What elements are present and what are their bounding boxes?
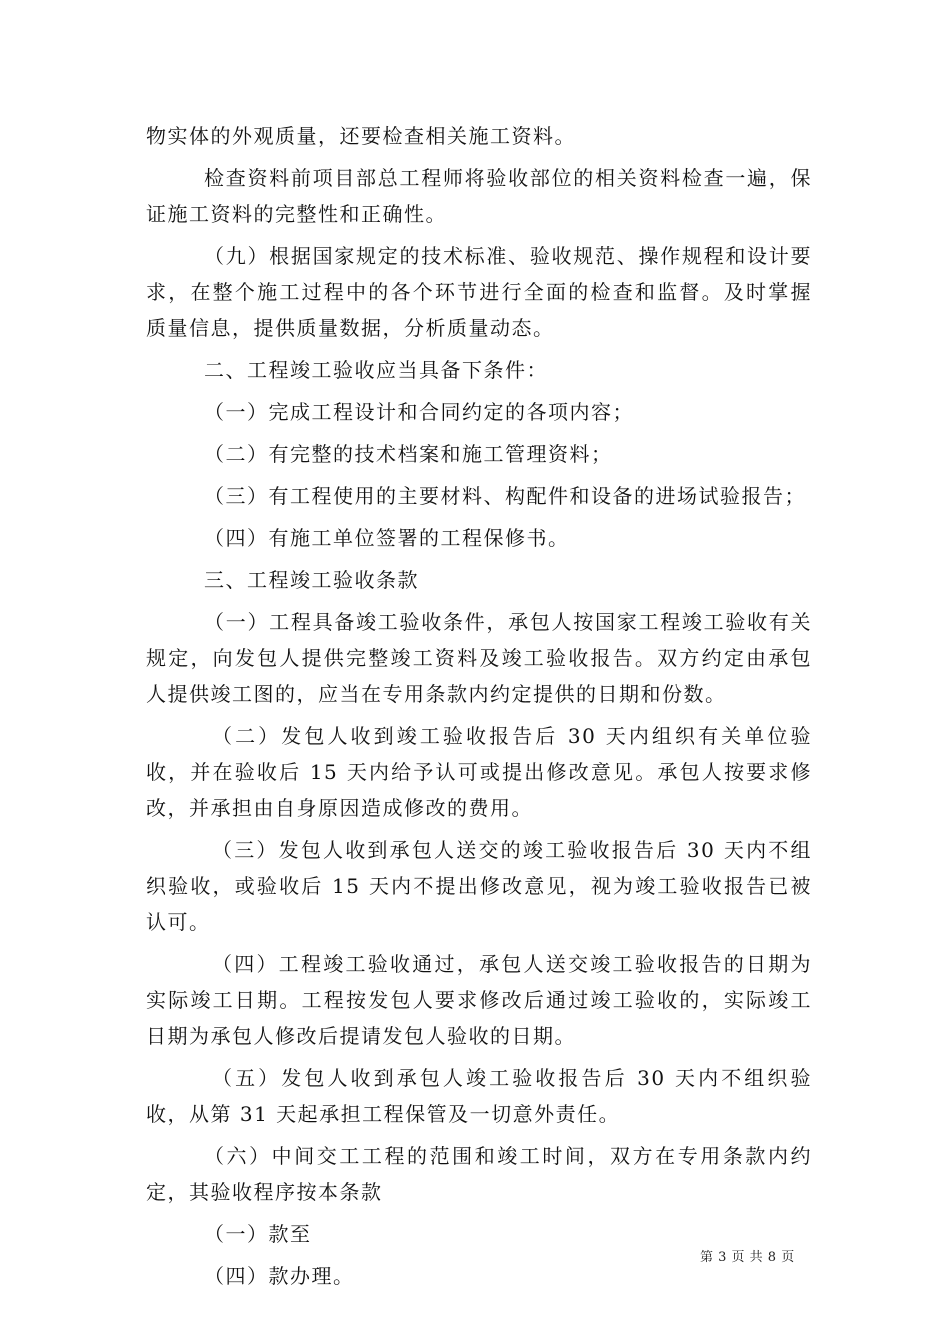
clause-item-6-continuation-b: （四）款办理。 (204, 1264, 355, 1288)
clause-item-6-continuation-a: （一）款至 (204, 1222, 312, 1246)
paragraph-inspection-quality: 物实体的外观质量，还要检查相关施工资料。 (146, 124, 576, 148)
condition-item-3: （三）有工程使用的主要材料、构配件和设备的进场试验报告； (204, 484, 806, 508)
clause-item-4: （四）工程竣工验收通过，承包人送交竣工验收报告的日期为实际竣工日期。工程按发包人要求修改后通过竣工验收的，实际竣工日期为承包人修改后提请发包人验收的日期。 (146, 952, 812, 1048)
condition-item-2: （二）有完整的技术档案和施工管理资料； (204, 442, 613, 466)
paragraph-item-nine: （九）根据国家规定的技术标准、验收规范、操作规程和设计要求，在整个施工过程中的各个环节进行全面的检查和监督。及时掌握质量信息，提供质量数据，分析质量动态。 (146, 244, 812, 340)
clause-item-6: （六）中间交工工程的范围和竣工时间，双方在专用条款内约定，其验收程序按本条款 (146, 1144, 812, 1204)
section-heading-acceptance-conditions: 二、工程竣工验收应当具备下条件： (204, 358, 548, 382)
clause-item-3: （三）发包人收到承包人送交的竣工验收报告后 30 天内不组织验收，或验收后 15 天内不提出修改意见，视为竣工验收报告已被认可。 (146, 838, 812, 934)
page-number-footer: 第 3 页 共 8 页 (700, 1250, 795, 1265)
clause-item-1: （一）工程具备竣工验收条件，承包人按国家工程竣工验收有关规定，向发包人提供完整竣工资料及竣工验收报告。双方约定由承包人提供竣工图的，应当在专用条款内约定提供的日期和份数。 (146, 610, 812, 706)
condition-item-4: （四）有施工单位签署的工程保修书。 (204, 526, 570, 550)
clause-item-5: （五）发包人收到承包人竣工验收报告后 30 天内不组织验收，从第 31 天起承担工程保管及一切意外责任。 (146, 1066, 812, 1126)
section-heading-acceptance-clauses: 三、工程竣工验收条款 (204, 568, 419, 592)
document-body (146, 118, 812, 1300)
condition-item-1: （一）完成工程设计和合同约定的各项内容； (204, 400, 634, 424)
paragraph-chief-engineer-check: 检查资料前项目部总工程师将验收部位的相关资料检查一遍，保证施工资料的完整性和正确性。 (146, 166, 812, 226)
clause-item-2: （二）发包人收到竣工验收报告后 30 天内组织有关单位验收，并在验收后 15 天内给予认可或提出修改意见。承包人按要求修改，并承担由自身原因造成修改的费用。 (146, 724, 812, 820)
